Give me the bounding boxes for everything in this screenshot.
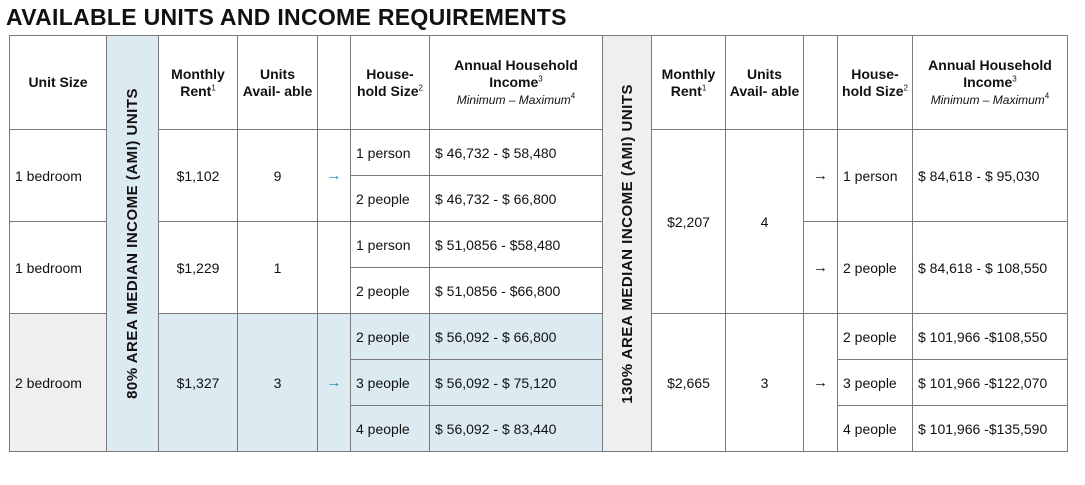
- rent-cell: $1,102: [159, 130, 238, 222]
- unit-size-cell: 1 bedroom: [10, 130, 107, 222]
- arrow-icon: →: [804, 130, 838, 222]
- footnote-marker: 2: [418, 82, 423, 92]
- income-cell-130: $ 101,966 -$135,590: [913, 406, 1068, 452]
- rent-cell-130: $2,665: [652, 314, 726, 452]
- footnote-marker: 1: [701, 82, 707, 92]
- ami-80-label: 80% AREA MEDIAN INCOME (AMI) UNITS: [124, 88, 141, 399]
- header-income-range-note-130: Minimum – Maximum: [930, 92, 1045, 107]
- header-household-size: [351, 36, 430, 130]
- household-cell-130: 1 person: [838, 130, 913, 222]
- table-row: [10, 130, 1068, 176]
- household-cell: 2 people: [351, 314, 430, 360]
- income-cell-130: $ 84,618 - $ 108,550: [913, 222, 1068, 314]
- income-cell-130: $ 101,966 -$108,550: [913, 314, 1068, 360]
- header-household-size-130-text: House- hold Size: [842, 65, 904, 99]
- header-arrow-spacer: [318, 36, 351, 130]
- footnote-marker: 3: [1012, 73, 1017, 83]
- header-household-size-text: House- hold Size: [357, 65, 419, 99]
- income-cell-130: $ 101,966 -$122,070: [913, 360, 1068, 406]
- household-cell: 1 person: [351, 222, 430, 268]
- income-requirements-table: [9, 35, 1068, 452]
- rent-cell: $1,327: [159, 314, 238, 452]
- income-cell: $ 56,092 - $ 66,800: [430, 314, 603, 360]
- header-monthly-rent-130-text: Monthly Rent: [661, 65, 716, 99]
- header-household-size-130: [838, 36, 913, 130]
- household-cell: 4 people: [351, 406, 430, 452]
- header-monthly-rent-130: [652, 36, 726, 130]
- income-cell: $ 56,092 - $ 75,120: [430, 360, 603, 406]
- available-cell-130: 3: [726, 314, 804, 452]
- header-monthly-rent: [159, 36, 238, 130]
- household-cell: 3 people: [351, 360, 430, 406]
- header-monthly-rent-text: Monthly Rent: [171, 65, 225, 99]
- income-cell: $ 51,0856 - $66,800: [430, 268, 603, 314]
- footnote-marker: 3: [538, 73, 543, 83]
- available-cell: 3: [238, 314, 318, 452]
- available-cell: 9: [238, 130, 318, 222]
- header-annual-income-text: Annual Household Income: [454, 56, 578, 90]
- household-cell-130: 2 people: [838, 314, 913, 360]
- header-income-range-note: Minimum – Maximum: [456, 92, 571, 107]
- footnote-marker: 4: [570, 90, 576, 100]
- unit-size-cell: 2 bedroom: [10, 314, 107, 452]
- table-row: [10, 222, 1068, 268]
- income-cell: $ 46,732 - $ 58,480: [430, 130, 603, 176]
- arrow-spacer: [318, 222, 351, 314]
- unit-size-cell: 1 bedroom: [10, 222, 107, 314]
- header-annual-income: [430, 36, 603, 130]
- income-cell: $ 51,0856 - $58,480: [430, 222, 603, 268]
- header-annual-income-130-text: Annual Household Income: [928, 56, 1052, 90]
- header-arrow-spacer-130: [804, 36, 838, 130]
- footnote-marker: 4: [1044, 90, 1050, 100]
- arrow-icon: →: [318, 314, 351, 452]
- household-cell: 2 people: [351, 176, 430, 222]
- arrow-icon: →: [318, 130, 351, 222]
- rent-cell: $1,229: [159, 222, 238, 314]
- income-cell-130: $ 84,618 - $ 95,030: [913, 130, 1068, 222]
- ami-130-band: [603, 36, 652, 452]
- available-cell: 1: [238, 222, 318, 314]
- header-annual-income-130: [913, 36, 1068, 130]
- household-cell: 1 person: [351, 130, 430, 176]
- header-units-available: Units Avail- able: [238, 36, 318, 130]
- footnote-marker: 2: [903, 82, 908, 92]
- household-cell: 2 people: [351, 268, 430, 314]
- header-row: [10, 36, 1068, 130]
- ami-130-label: 130% AREA MEDIAN INCOME (AMI) UNITS: [618, 83, 636, 404]
- available-cell-130: 4: [726, 130, 804, 314]
- header-unit-size: Unit Size: [10, 36, 107, 130]
- income-cell: $ 46,732 - $ 66,800: [430, 176, 603, 222]
- footnote-marker: 1: [211, 82, 216, 92]
- table-row: [10, 314, 1068, 360]
- household-cell-130: 4 people: [838, 406, 913, 452]
- income-cell: $ 56,092 - $ 83,440: [430, 406, 603, 452]
- arrow-icon: →: [804, 222, 838, 314]
- rent-cell-130: $2,207: [652, 130, 726, 314]
- household-cell-130: 3 people: [838, 360, 913, 406]
- ami-80-band: [107, 36, 159, 452]
- household-cell-130: 2 people: [838, 222, 913, 314]
- header-units-available-130: Units Avail- able: [726, 36, 804, 130]
- page-title: AVAILABLE UNITS AND INCOME REQUIREMENTS: [6, 4, 567, 30]
- arrow-icon: →: [804, 314, 838, 452]
